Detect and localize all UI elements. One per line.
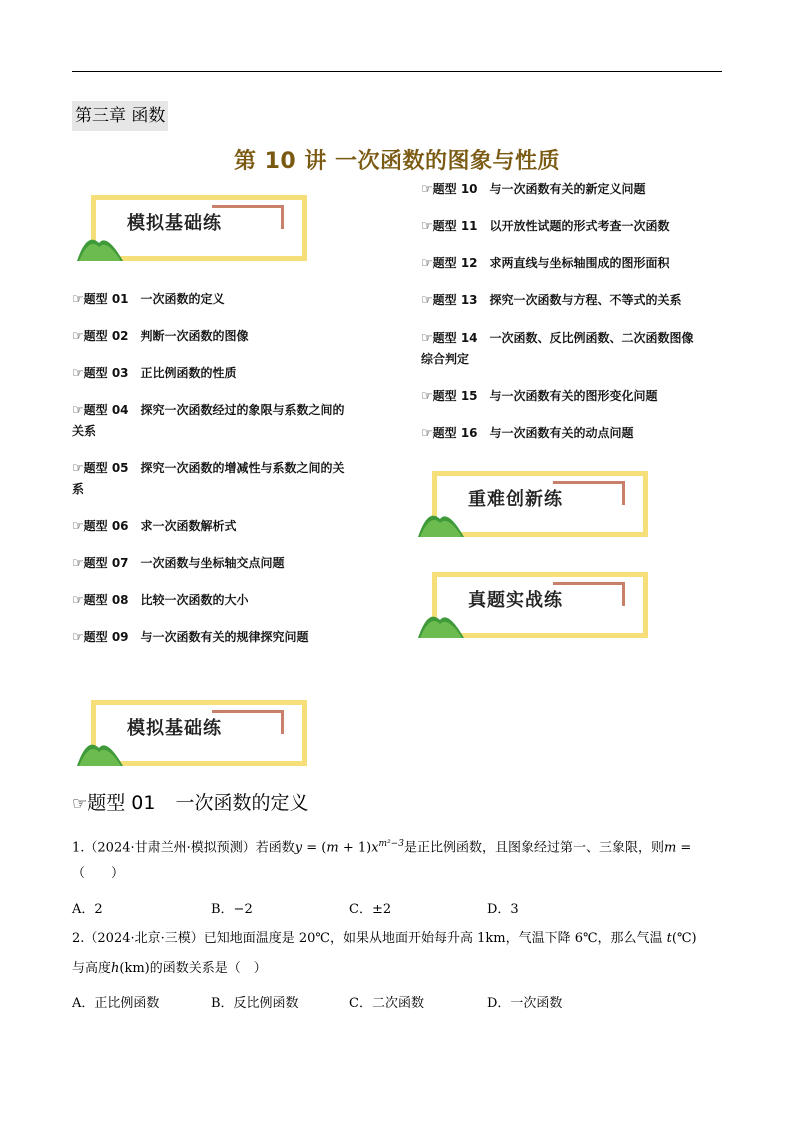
option-b[interactable]: B．−2 [211, 902, 253, 917]
toc-item[interactable]: ☞题型 16 与一次函数有关的动点问题 [421, 426, 634, 441]
pointing-hand-icon: ☞ [421, 256, 433, 271]
section-heading: ☞题型 01 一次函数的定义 [72, 792, 309, 814]
option-a[interactable]: A．正比例函数 [72, 996, 160, 1011]
option-d[interactable]: D．一次函数 [487, 996, 563, 1011]
option-c[interactable]: C．二次函数 [349, 996, 424, 1011]
question-1-blank: （ ） [72, 866, 125, 881]
mountain-icon [418, 604, 468, 640]
pointing-hand-icon: ☞ [72, 794, 88, 814]
badge-label: 模拟基础练 [127, 718, 222, 739]
mountain-icon [418, 503, 468, 539]
toc-item[interactable]: ☞题型 03 正比例函数的性质 [72, 366, 237, 381]
mountain-icon [77, 732, 127, 768]
badge-real-exam-practice [418, 572, 658, 646]
badge-basic-practice-section [77, 700, 317, 774]
pointing-hand-icon: ☞ [421, 182, 433, 197]
toc-item[interactable]: ☞题型 10 与一次函数有关的新定义问题 [421, 182, 646, 197]
option-d[interactable]: D．3 [487, 902, 519, 917]
question-1: 1.（2024·甘肃兰州·模拟预测）若函数$y = (m + 1)x^{m^2-3}$是正比例函数，且图象经过第一、三象限，则m = [72, 839, 692, 856]
toc-item[interactable]: ☞题型 12 求两直线与坐标轴围成的图形面积 [421, 256, 670, 271]
pointing-hand-icon: ☞ [72, 593, 84, 608]
toc-item[interactable]: ☞题型 02 判断一次函数的图像 [72, 329, 249, 344]
toc-item[interactable]: ☞题型 13 探究一次函数与方程、不等式的关系 [421, 293, 682, 308]
pointing-hand-icon: ☞ [72, 519, 84, 534]
toc-item[interactable]: ☞题型 04 探究一次函数经过的象限与系数之间的 关系 [72, 403, 345, 438]
toc-item[interactable]: ☞题型 11 以开放性试题的形式考查一次函数 [421, 219, 670, 234]
badge-label: 模拟基础练 [127, 213, 222, 234]
chapter-label: 第三章 函数 [72, 101, 168, 131]
pointing-hand-icon: ☞ [72, 461, 84, 476]
pointing-hand-icon: ☞ [72, 366, 84, 381]
option-a[interactable]: A．2 [72, 902, 103, 917]
toc-item[interactable]: ☞题型 05 探究一次函数的增减性与系数之间的关 系 [72, 461, 345, 496]
pointing-hand-icon: ☞ [72, 630, 84, 645]
pointing-hand-icon: ☞ [72, 292, 84, 307]
pointing-hand-icon: ☞ [421, 293, 433, 308]
lecture-title: 第 10 讲 一次函数的图象与性质 [233, 149, 561, 174]
option-c[interactable]: C．±2 [349, 902, 392, 917]
toc-item[interactable]: ☞题型 06 求一次函数解析式 [72, 519, 237, 534]
pointing-hand-icon: ☞ [72, 556, 84, 571]
badge-advanced-practice [418, 471, 658, 545]
toc-item[interactable]: ☞题型 14 一次函数、反比例函数、二次函数图像 综合判定 [421, 331, 694, 366]
toc-item[interactable]: ☞题型 01 一次函数的定义 [72, 292, 225, 307]
pointing-hand-icon: ☞ [421, 219, 433, 234]
question-2-line2: 与高度h(km)的函数关系是（ ） [72, 961, 267, 976]
badge-basic-practice [77, 195, 317, 269]
pointing-hand-icon: ☞ [72, 403, 84, 418]
badge-label: 真题实战练 [468, 590, 563, 611]
pointing-hand-icon: ☞ [421, 426, 433, 441]
toc-item[interactable]: ☞题型 07 一次函数与坐标轴交点问题 [72, 556, 285, 571]
toc-item[interactable]: ☞题型 15 与一次函数有关的图形变化问题 [421, 389, 658, 404]
pointing-hand-icon: ☞ [421, 389, 433, 404]
toc-item[interactable]: ☞题型 09 与一次函数有关的规律探究问题 [72, 630, 309, 645]
pointing-hand-icon: ☞ [72, 329, 84, 344]
question-2: 2.（2024·北京·三模）已知地面温度是 20℃，如果从地面开始每升高 1km，气温下降 6℃，那么气温 t(℃) [72, 931, 697, 946]
pointing-hand-icon: ☞ [421, 331, 433, 346]
mountain-icon [77, 227, 127, 263]
toc-item[interactable]: ☞题型 08 比较一次函数的大小 [72, 593, 249, 608]
badge-label: 重难创新练 [468, 489, 563, 510]
option-b[interactable]: B．反比例函数 [211, 996, 299, 1011]
top-rule [72, 71, 722, 72]
